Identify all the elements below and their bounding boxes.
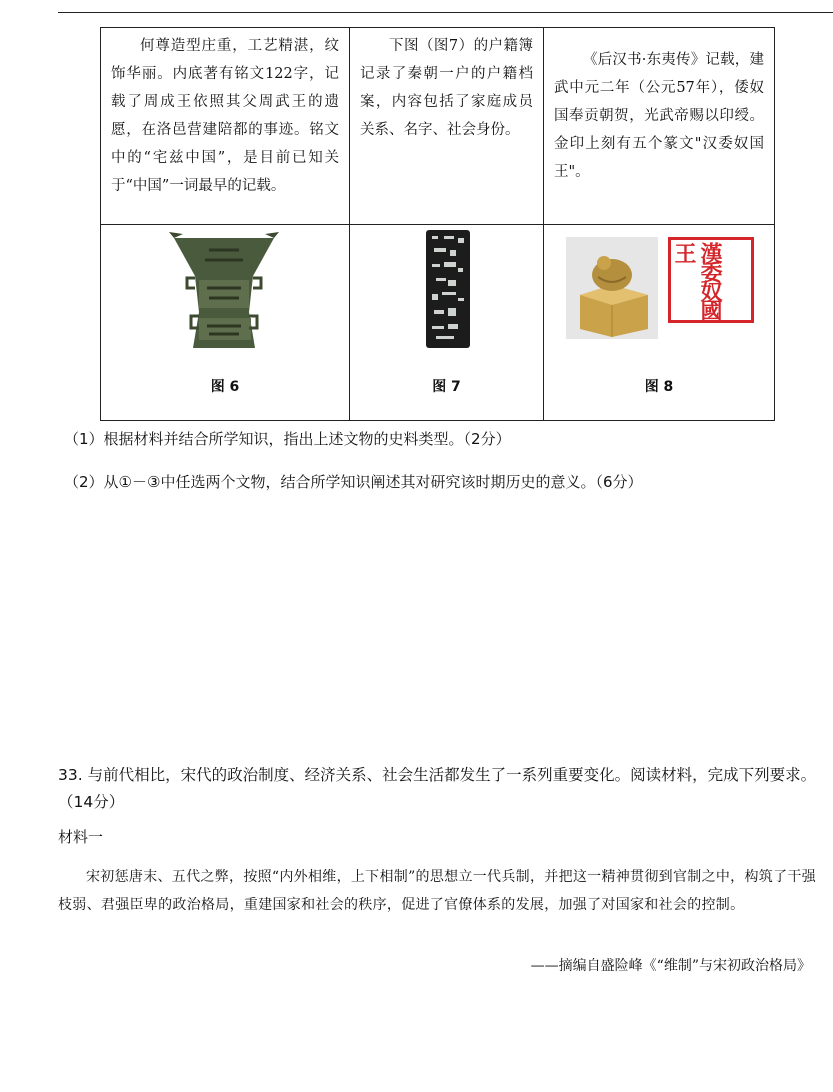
material-body: 宋初惩唐末、五代之弊，按照“内外相维，上下相制”的思想立一代兵制，并把这一精神贯彻到官制之中，构筑了干强枝弱、君强臣卑的政治格局，重建国家和社会的秩序，促进了官僚体系的发展，加强了对国家和社会的控制。 (58, 869, 816, 913)
material-title: 材料一 (58, 828, 104, 846)
artifact-cell-8 (544, 28, 775, 225)
figure-6 (101, 225, 349, 420)
artifact-table (100, 27, 775, 421)
bronze-vessel-image (169, 230, 279, 350)
image-row (101, 225, 775, 421)
artifact-cell-6 (101, 28, 350, 225)
artifact-description: 下图（图7）的户籍簿记录了秦朝一户的户籍档案，内容包括了家庭成员关系、名字、社会身份。 (360, 38, 533, 138)
figure-caption: 图 8 (644, 379, 674, 395)
seal-imprint-text: 漢委奴國王 (671, 242, 723, 318)
figure-7 (350, 225, 543, 420)
figure-8 (544, 225, 774, 420)
figure-caption: 图 6 (210, 379, 240, 395)
question-1: （1）根据材料并结合所学知识，指出上述文物的史料类型。（2分） (64, 430, 511, 448)
artifact-description: 《后汉书·东夷传》记载，建武中元二年（公元57年），倭奴国奉贡朝贺，光武帝赐以印绶。金印上刻有五个篆文"汉委奴国王"。 (554, 52, 764, 180)
material-source: ——摘编自盛险峰《“维制”与宋初政治格局》 (530, 958, 811, 974)
question-2: （2）从①－③中任选两个文物，结合所学知识阐述其对研究该时期历史的意义。（6分） (64, 473, 643, 491)
gold-seal-image (566, 237, 658, 339)
description-row (101, 28, 775, 225)
bamboo-slip-image (422, 230, 474, 348)
seal-imprint (668, 237, 754, 323)
artifact-description: 何尊造型庄重，工艺精湛，纹饰华丽。内底著有铭文122字，记载了周成王依照其父周武王的遗愿，在洛邑营建陪都的事迹。铭文中的“宅兹中国”，是目前已知关于“中国”一词最早的记载。 (111, 38, 339, 194)
artifact-cell-7 (350, 28, 544, 225)
header-rule (58, 12, 833, 13)
figure-caption: 图 7 (432, 379, 461, 395)
question-33-prompt: 33. 与前代相比，宋代的政治制度、经济关系、社会生活都发生了一系列重要变化。阅读材料，完成下列要求。（14分） (58, 766, 817, 811)
